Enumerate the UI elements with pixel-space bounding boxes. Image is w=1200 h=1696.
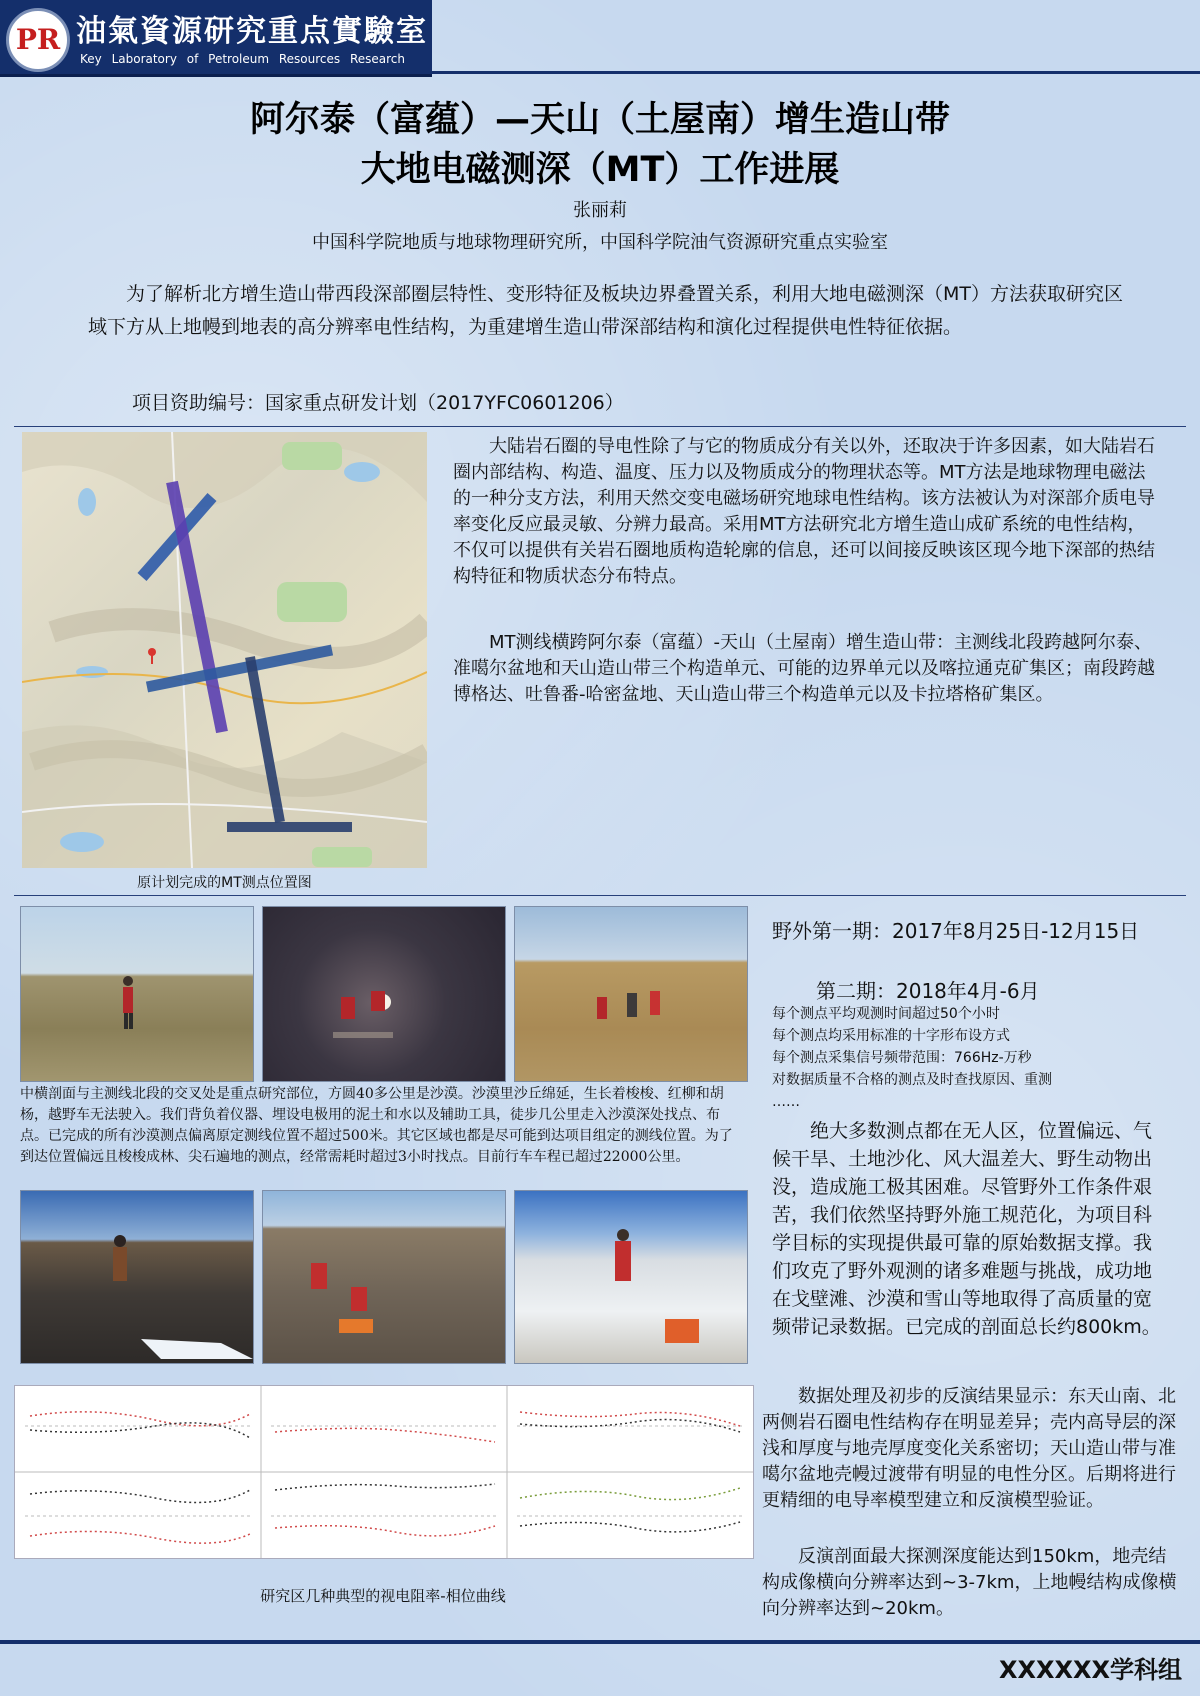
field-note: ……	[772, 1094, 800, 1110]
section3-paragraph-2: 反演剖面最大探测深度能达到150km，地壳结构成像横向分辨率达到~3-7km，上地幔结构成像横向分辨率达到~20km。	[762, 1546, 1177, 1619]
lab-logo-emblem	[6, 8, 70, 72]
map-graphic	[22, 432, 427, 868]
logo-english-name: Key Laboratory of Petroleum Resources Research	[80, 52, 406, 66]
field-note: 每个测点采集信号频带范围：766Hz-万秒	[772, 1050, 1032, 1066]
field-photo-gobi-2	[262, 1190, 506, 1364]
field-photo-desert-2	[514, 906, 748, 1082]
logo-chinese-name: 油氣資源研究重点實驗室	[76, 14, 428, 49]
header-rule	[432, 71, 1200, 74]
author: 张丽莉	[573, 200, 627, 221]
section-divider-2	[14, 895, 1186, 896]
field-photo-gobi-1	[20, 1190, 254, 1364]
map-caption: 原计划完成的MT测点位置图	[137, 875, 312, 891]
section2-paragraph: 绝大多数测点都在无人区，位置偏远、气候干旱、土地沙化、风大温差大、野生动物出没，造成施工极其困难。尽管野外工作条件艰苦，我们依然坚持野外施工规范化，为项目科学目标的实现提供最可靠的原始数据支撑。我们攻克了野外观测的诸多难题与挑战，成功地在戈壁滩、沙漠和雪山等地取得了高质量的宽频带记录数据。已完成的剖面总长约800km。	[772, 1120, 1161, 1338]
field-photo-night	[262, 906, 506, 1082]
field-note: 每个测点平均观测时间超过50个小时	[772, 1006, 1000, 1022]
field-photo-desert-1	[20, 906, 254, 1082]
curves-caption: 研究区几种典型的视电阻率-相位曲线	[260, 1587, 506, 1605]
field-note: 对数据质量不合格的测点及时查找原因、重测	[772, 1072, 1052, 1088]
poster-title-line2: 大地电磁测深（MT）工作进展	[360, 150, 840, 190]
intro-paragraph: 为了解析北方增生造山带西段深部圈层特性、变形特征及板块边界叠置关系，利用大地电磁测深（MT）方法获取研究区域下方从上地幔到地表的高分辨率电性结构，为重建增生造山带深部结构和演化过程提供电性特征依据。	[88, 283, 1124, 338]
lab-logo-banner	[0, 0, 432, 77]
field-phase-1: 野外第一期：2017年8月25日-12月15日	[772, 919, 1140, 943]
research-group-label: XXXXXX学科组	[998, 1656, 1182, 1684]
poster-title-line1: 阿尔泰（富蕴）—天山（土屋南）增生造山带	[249, 100, 950, 140]
logo-letters: PR	[15, 23, 61, 56]
field-notes-list	[772, 1003, 1172, 1113]
section1-paragraph-1: 大陆岩石圈的导电性除了与它的物质成分有关以外，还取决于许多因素，如大陆岩石圈内部结构、构造、温度、压力以及物质成分的物理状态等。MT方法是地球物理电磁法的一种分支方法，利用天然交变电磁场研究地球电性结构。该方法被认为对深部介质电导率变化反应最灵敏、分辨力最高。采用MT方法研究北方增生造山成矿系统的电性结构，不仅可以提供有关岩石圈地质构造轮廓的信息，还可以间接反映该区现今地下深部的热结构特征和物质状态分布特点。	[453, 436, 1155, 587]
field-phase-2: 第二期：2018年4月-6月	[816, 979, 1040, 1003]
section3-paragraph-1: 数据处理及初步的反演结果显示：东天山南、北两侧岩石圈电性结构存在明显差异；壳内高导层的深浅和厚度与地壳厚度变化关系密切；天山造山带与准噶尔盆地壳幔过渡带有明显的电性分区。后期将进行更精细的电导率模型建立和反演模型验证。	[762, 1386, 1176, 1511]
footer-rule	[0, 1640, 1200, 1644]
affiliation: 中国科学院地质与地球物理研究所，中国科学院油气资源研究重点实验室	[312, 232, 888, 253]
section1-paragraph-2: MT测线横跨阿尔泰（富蕴）-天山（土屋南）增生造山带：主测线北段跨越阿尔泰、准噶尔盆地和天山造山带三个构造单元、可能的边界单元以及喀拉通克矿集区；南段跨越博格达、吐鲁番-哈密盆地、天山造山带三个构造单元以及卡拉塔格矿集区。	[453, 632, 1155, 705]
section-divider-1	[14, 426, 1186, 427]
photo-caption: 中横剖面与主测线北段的交叉处是重点研究部位，方圆40多公里是沙漠。沙漠里沙丘绵延，生长着梭梭、红柳和胡杨，越野车无法驶入。我们背负着仪器、埋设电极用的泥土和水以及辅助工具，徒步几公里走入沙漠深处找点、布点。已完成的所有沙漠测点偏离原定测线位置不超过500米。其它区域也都是尽可能到达项目组定的测线位置。为了到达位置偏远且梭梭成林、尖石遍地的测点，经常需耗时超过3小时找点。目前行车车程已超过22000公里。	[20, 1086, 733, 1165]
curves-graphic	[15, 1386, 753, 1558]
field-note: 每个测点均采用标准的十字形布设方式	[772, 1028, 1010, 1044]
funding-line: 项目资助编号：国家重点研发计划（2017YFC0601206）	[132, 392, 624, 414]
field-photo-snow	[514, 1190, 748, 1364]
mt-station-map	[22, 432, 427, 868]
resistivity-phase-curves	[14, 1385, 754, 1559]
